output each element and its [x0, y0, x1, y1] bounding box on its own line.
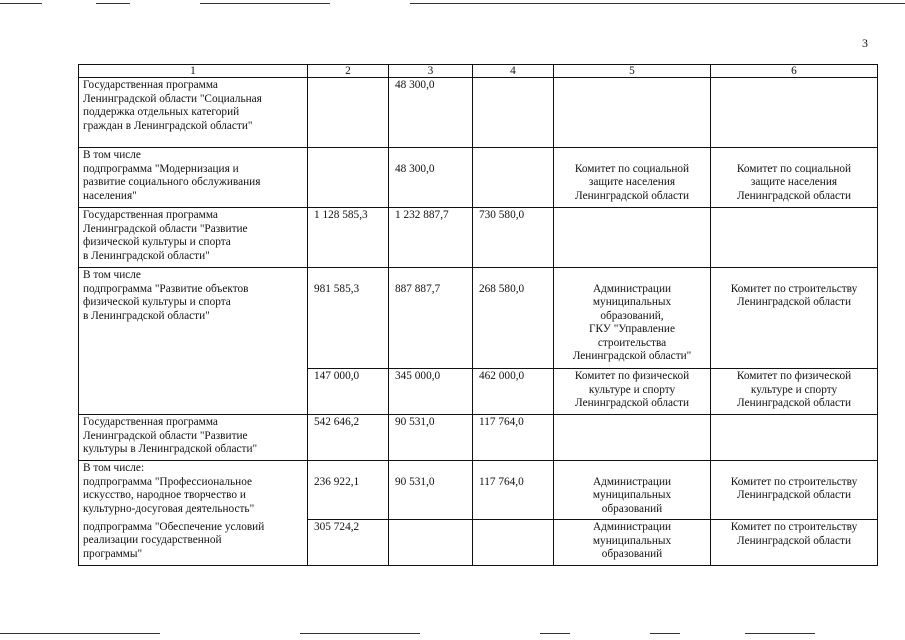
program-name-cell: В том числе: подпрограмма "Профессиональное искусство, народное творчество и культурно-досуговая деятельность"	[79, 461, 308, 520]
value-col3-cell	[389, 520, 473, 566]
header-cell-5: 5	[554, 65, 711, 78]
value-col2-cell: 981 585,3	[308, 268, 389, 369]
scan-line-top-2	[96, 3, 130, 4]
responsible-col6-cell	[711, 208, 878, 268]
value-col2-cell: 542 646,2	[308, 415, 389, 461]
value-col3-cell: 48 300,0	[389, 148, 473, 208]
value-col4-cell: 462 000,0	[473, 369, 554, 415]
value-col4-cell	[473, 78, 554, 148]
value-col3-cell: 345 000,0	[389, 369, 473, 415]
responsible-col6-cell	[711, 78, 878, 148]
value-col2-cell: 236 922,1	[308, 461, 389, 520]
scan-line-top-3	[200, 3, 330, 4]
value-col2-cell	[308, 148, 389, 208]
responsible-col6-cell: Комитет по строительству Ленинградской области	[711, 520, 878, 566]
header-cell-3: 3	[389, 65, 473, 78]
responsible-col5-cell: Администрации муниципальных образований	[554, 520, 711, 566]
header-cell-6: 6	[711, 65, 878, 78]
program-name-cell: Государственная программа Ленинградской области "Развитие физической культуры и спорта в Ленинградской области"	[79, 208, 308, 268]
value-col3-cell: 887 887,7	[389, 268, 473, 369]
header-cell-1: 1	[79, 65, 308, 78]
value-col2-cell	[308, 78, 389, 148]
scan-line-top-4	[410, 3, 905, 4]
table-row	[79, 268, 878, 369]
responsible-col5-cell: Администрации муниципальных образований, ГКУ "Управление строительства Ленинградской области"	[554, 268, 711, 369]
scan-line-bottom-5	[745, 633, 815, 634]
value-col2-cell: 305 724,2	[308, 520, 389, 566]
value-col4-cell: 117 764,0	[473, 415, 554, 461]
value-col4-cell	[473, 148, 554, 208]
responsible-col6-cell: Комитет по физической культуре и спорту Ленинградской области	[711, 369, 878, 415]
responsible-col6-cell: Комитет по строительству Ленинградской области	[711, 268, 878, 369]
scan-line-bottom-2	[300, 633, 420, 634]
table-row	[79, 520, 878, 566]
table-row	[79, 78, 878, 148]
value-col4-cell: 730 580,0	[473, 208, 554, 268]
table-header-row	[79, 65, 878, 78]
scan-line-bottom-4	[650, 633, 680, 634]
table-row	[79, 208, 878, 268]
value-col3-cell: 90 531,0	[389, 461, 473, 520]
responsible-col5-cell: Администрации муниципальных образований	[554, 461, 711, 520]
scan-line-top-1	[0, 3, 42, 4]
data-table	[78, 64, 878, 566]
responsible-col5-cell	[554, 415, 711, 461]
value-col2-cell: 147 000,0	[308, 369, 389, 415]
value-col3-cell: 1 232 887,7	[389, 208, 473, 268]
page-number: 3	[862, 36, 868, 50]
value-col4-cell: 117 764,0	[473, 461, 554, 520]
value-col2-cell: 1 128 585,3	[308, 208, 389, 268]
program-name-cell: В том числе подпрограмма "Модернизация и развитие социального обслуживания населения"	[79, 148, 308, 208]
value-col3-cell: 90 531,0	[389, 415, 473, 461]
program-name-cell: подпрограмма "Обеспечение условий реализации государственной программы"	[79, 520, 308, 566]
scan-line-bottom-1	[0, 633, 160, 634]
value-col3-cell: 48 300,0	[389, 78, 473, 148]
program-name-cell: Государственная программа Ленинградской области "Социальная поддержка отдельных категорий граждан в Ленинградской области"	[79, 78, 308, 148]
responsible-col5-cell	[554, 78, 711, 148]
scan-line-bottom-3	[540, 633, 570, 634]
header-cell-2: 2	[308, 65, 389, 78]
value-col4-cell	[473, 520, 554, 566]
header-cell-4: 4	[473, 65, 554, 78]
table-row	[79, 461, 878, 520]
responsible-col5-cell: Комитет по социальной защите населения Ленинградской области	[554, 148, 711, 208]
responsible-col6-cell: Комитет по строительству Ленинградской области	[711, 461, 878, 520]
table-row	[79, 415, 878, 461]
value-col4-cell: 268 580,0	[473, 268, 554, 369]
table-row	[79, 148, 878, 208]
responsible-col6-cell: Комитет по социальной защите населения Ленинградской области	[711, 148, 878, 208]
program-name-cell: В том числе подпрограмма "Развитие объектов физической культуры и спорта в Ленинградской области"	[79, 268, 308, 415]
responsible-col5-cell: Комитет по физической культуре и спорту Ленинградской области	[554, 369, 711, 415]
program-name-cell: Государственная программа Ленинградской области "Развитие культуры в Ленинградской области"	[79, 415, 308, 461]
responsible-col6-cell	[711, 415, 878, 461]
responsible-col5-cell	[554, 208, 711, 268]
